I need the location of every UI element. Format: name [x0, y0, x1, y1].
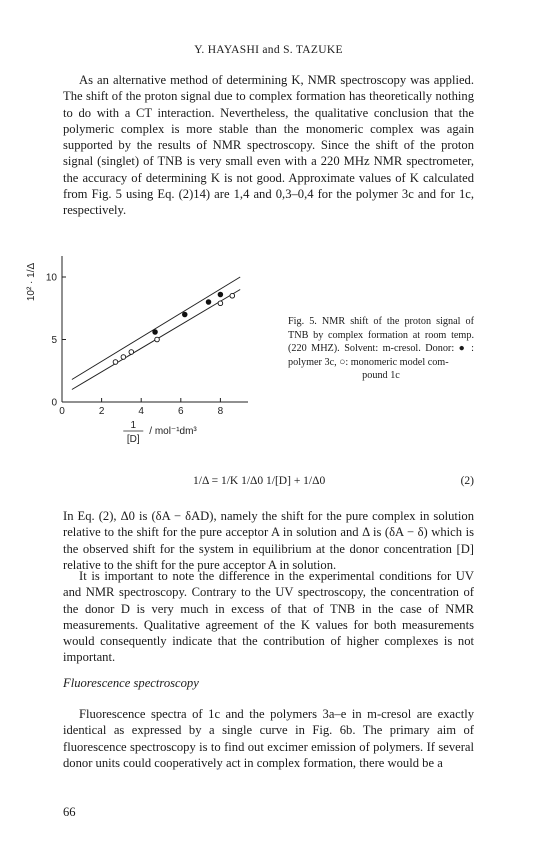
equation-number: (2)	[460, 475, 474, 487]
x-tick-label: 6	[178, 406, 184, 417]
open-data-point	[230, 293, 235, 298]
filled-data-point	[206, 300, 211, 305]
y-axis-label: 10² · 1/Δ	[26, 262, 37, 302]
filled-data-point	[182, 312, 187, 317]
y-tick-label: 0	[51, 397, 57, 409]
x-label-denominator: [D]	[126, 434, 140, 445]
paragraph-text: Fluorescence spectra of 1c and the polymers 3a–e in m-cresol are exactly identical as expressed by a single curve in Fig. 6b. The primary aim of fluorescence spectroscopy is to find out excimer emission of polymers. If several donor units could cooperatively act in complex formation, there would be a	[63, 707, 474, 770]
paragraph-text: As an alternative method of determining K, NMR spectroscopy was applied. The shift of the proton signal due to complex formation has theoretically nothing to do with a CT interaction. Nevertheless, the qualitative conclusion that the polymeric complex is more stable than the monomeric complex was again supported by the results of NMR spectroscopy. Since the shift of the proton signal (singlet) of TNB is very small even with a 220 MHz NMR spectrometer, the accuracy of determining K is not good. Approximate values of K calculated from Fig. 5 using Eq. (2)14) are 1,4 and 0,3–0,4 for the polymer 3c and for 1c, respectively.	[63, 73, 474, 218]
filled-data-point	[218, 292, 223, 297]
caption-main: Fig. 5. NMR shift of the proton signal of TNB by complex formation at room temp. (220 MHZ). Solvent: m-cresol. Donor: ● : polymer 3c, ○: monomeric model com-	[288, 316, 474, 368]
caption-last-line: pound 1c	[362, 370, 400, 382]
paragraph-text: It is important to note the difference in the experimental conditions for UV and NMR spectroscopy. Contrary to the UV spectroscopy, the concentration of the donor D is very much in excess of that of TNB in the case of NMR measurements. Qualitative agreement of the K values for both measurements would consequently indicate that the contribution of higher complexes is not important.	[63, 569, 474, 665]
x-tick-label: 2	[98, 406, 105, 417]
paragraph-text: In Eq. (2), Δ0 is (δA − δAD), namely the shift for the pure complex in solution relative to the shift for the pure acceptor A in solution and Δ is (δA − δ) which is the observed shift for the system in equilibrium at the donor concentration [D] relative to the shift for the pure acceptor A in solution.	[63, 509, 474, 572]
series-1-fit-line	[72, 277, 240, 380]
open-data-point	[129, 350, 134, 355]
equation-2	[63, 475, 474, 491]
x-tick-label: 8	[217, 406, 224, 417]
nmr-shift-chart	[20, 252, 260, 462]
open-data-point	[121, 355, 126, 360]
y-tick-label: 10	[45, 272, 57, 284]
page-number: 66	[63, 805, 76, 819]
paragraph-uv-nmr-comparison	[63, 568, 474, 666]
running-head: Y. HAYASHI and S. TAZUKE	[194, 44, 343, 56]
x-label-numerator: 1	[130, 420, 137, 431]
x-tick-label: 0	[59, 406, 65, 417]
open-data-point	[218, 301, 223, 306]
paragraph-fluorescence	[63, 706, 474, 771]
paragraph-eq-explanation	[63, 508, 474, 573]
y-tick-label: 5	[51, 335, 57, 346]
x-tick-label: 4	[138, 406, 144, 417]
figure-caption	[288, 315, 474, 383]
x-label-unit: / mol⁻¹dm³	[149, 426, 197, 437]
open-data-point	[155, 337, 160, 342]
section-heading: Fluorescence spectroscopy	[63, 676, 199, 690]
open-data-point	[113, 360, 118, 365]
filled-data-point	[153, 330, 158, 335]
figure-5	[20, 252, 260, 462]
equation-text: 1/Δ = 1/K 1/Δ0 1/[D] + 1/Δ0	[193, 475, 326, 487]
paragraph-nmr-intro	[63, 72, 474, 219]
